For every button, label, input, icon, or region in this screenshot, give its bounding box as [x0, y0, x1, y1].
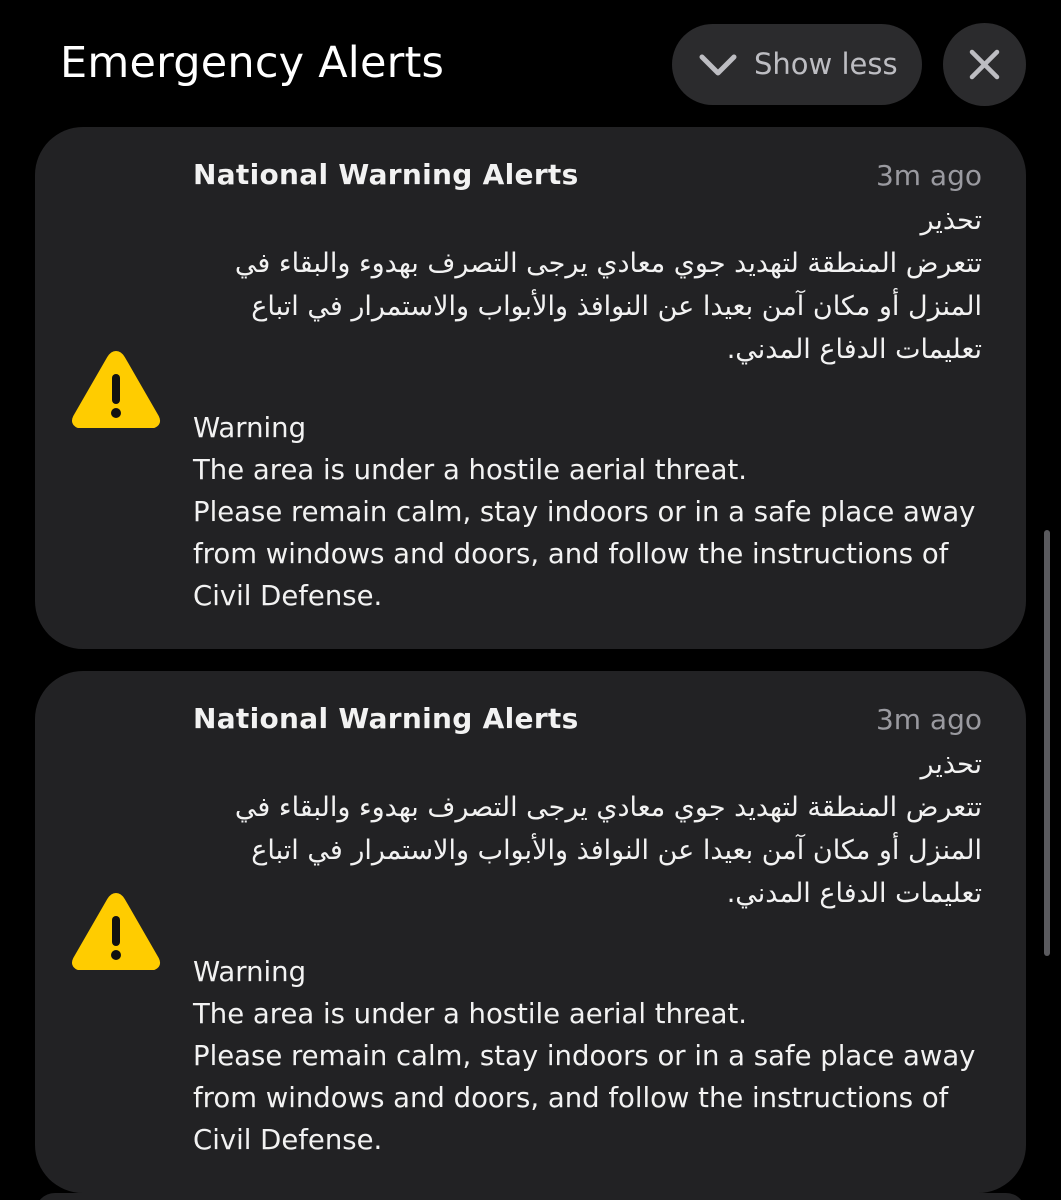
alert-arabic-text — [202, 743, 982, 915]
alert-card[interactable] — [35, 127, 1026, 649]
arabic-line: تعليمات الدفاع المدني. — [726, 878, 982, 909]
english-line: Civil Defense. — [193, 1124, 383, 1156]
alert-english-text — [193, 407, 993, 617]
alert-time: 3m ago — [875, 159, 982, 192]
show-less-button[interactable] — [672, 24, 922, 105]
page-title: Emergency Alerts — [60, 38, 445, 88]
next-alert-card-peek[interactable] — [35, 1193, 1026, 1200]
show-less-label: Show less — [754, 47, 898, 81]
alert-time: 3m ago — [875, 703, 982, 736]
english-line: Please remain calm, stay indoors or in a safe place away — [193, 1040, 976, 1072]
arabic-line: تتعرض المنطقة لتهديد جوي معادي يرجى التصرف بهدوء والبقاء في — [234, 248, 982, 279]
english-line: Warning — [193, 956, 307, 988]
alert-sender: National Warning Alerts — [193, 158, 579, 191]
scrollbar[interactable] — [1044, 530, 1050, 956]
english-line: Civil Defense. — [193, 580, 383, 612]
warning-triangle-icon — [70, 347, 162, 431]
close-icon — [965, 45, 1004, 84]
warning-triangle-icon — [70, 889, 162, 973]
english-line: The area is under a hostile aerial threat. — [193, 998, 748, 1030]
english-line: The area is under a hostile aerial threat. — [193, 454, 748, 486]
arabic-line: تحذير — [920, 749, 982, 780]
arabic-line: تتعرض المنطقة لتهديد جوي معادي يرجى التصرف بهدوء والبقاء في — [234, 792, 982, 823]
alert-sender: National Warning Alerts — [193, 702, 579, 735]
alert-arabic-text — [202, 199, 982, 371]
english-line: from windows and doors, and follow the instructions of — [193, 538, 949, 570]
chevron-down-icon — [698, 47, 738, 83]
english-line: from windows and doors, and follow the instructions of — [193, 1082, 949, 1114]
alert-english-text — [193, 951, 993, 1161]
header — [0, 0, 1061, 120]
alert-card[interactable] — [35, 671, 1026, 1193]
arabic-line: تحذير — [920, 205, 982, 236]
english-line: Warning — [193, 412, 307, 444]
close-button[interactable] — [943, 23, 1026, 106]
arabic-line: المنزل أو مكان آمن بعيدا عن النوافذ والأبواب والاستمرار في اتباع — [251, 835, 982, 866]
english-line: Please remain calm, stay indoors or in a safe place away — [193, 496, 976, 528]
arabic-line: المنزل أو مكان آمن بعيدا عن النوافذ والأبواب والاستمرار في اتباع — [251, 291, 982, 322]
arabic-line: تعليمات الدفاع المدني. — [726, 334, 982, 365]
